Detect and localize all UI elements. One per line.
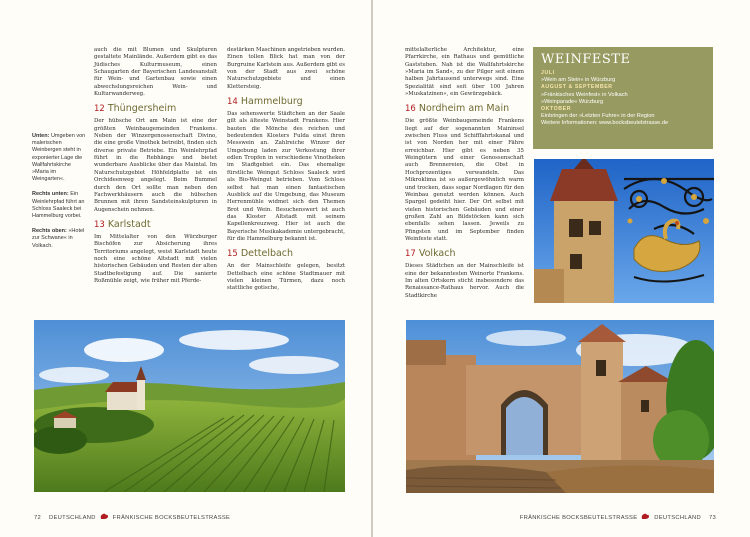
caption-rechts-unten: Rechts unten: Ein Weinlehrpfad führt an Schloss Saaleck bei Hammelburg vorbei. <box>32 191 85 220</box>
vineyard-church-photo <box>34 320 345 492</box>
box-line: »Wein am Stein« in Würzburg <box>541 77 616 84</box>
section-heading-volkach: 17 Volkach <box>405 248 456 260</box>
page-number: 73 <box>708 515 716 522</box>
weinfeste-box <box>533 47 713 149</box>
section-text-thuengersheim: Der hübsche Ort am Main ist eine der größten Weinbaugemeinden Frankens. Neben der Winzergenossenschaft Divino, die eine große Vinothek betreibt, finden sich diverse private Betriebe. Ein Weinlehrpfad führt in die Rebhänge und bietet wunderbare Ausblicke über das Maintal. Im Naturschutzgebiet Höhfeldplatte ist ein Orchideenweg angelegt. Beim Bummel durch den Ort sollte man neben den Fachwerkhäusern auch die hübschen Brunnen mit ihren Sandsteinskulpturen in Augenschein nehmen. <box>94 118 217 213</box>
box-heading-oktober: OKTOBER <box>541 106 572 113</box>
intro-paragraph-2: destärken Maschinen angetrieben wurden. Einen tollen Blick hat man von der Burgruine Karlstein aus. Außerdem gibt es von der Stadt aus zwei schöne Naturschutzgebiete und einen Klettersteig. <box>227 47 345 90</box>
section-text-dettelbach: An der Mainschleife gelegen, besitzt Dettelbach eine schöne Stadtmauer mit vielen kleinen Türmen, dazu noch stattliche gotische, <box>227 263 345 292</box>
box-heading-august-september: AUGUST & SEPTEMBER <box>541 84 613 91</box>
box-line: »Fränkisches Weinfest« in Volkach <box>541 91 628 98</box>
footer-route: FRÄNKISCHE BOCKSBEUTELSTRASSE <box>112 515 231 522</box>
box-line: »Weinparade« Würzburg <box>541 98 604 105</box>
footer-country: DEUTSCHLAND <box>48 515 96 522</box>
section-heading-hammelburg: 14 Hammelburg <box>227 96 303 108</box>
right-page <box>373 0 750 537</box>
section-text-hammelburg: Das sehenswerte Städtchen an der Saale gilt als älteste Weinstadt Frankens. Hier bauten die Mönche des reichen und bedeutenden Klosters Fulda einst ihren Messwein an. Zahlreiche Winzer der Umgebung laden zur Verkostung ihrer edlen Tropfen in verschiedene Vinotheken im Stadtgebiet ein. Das ehemalige fürstliche Weingut Schloss Saaleck wird als Bio-Weingut betrieben. Vom Schloss selbst hat man einen fantastischen Ausblick auf die Umgebung, das Museum Herrenmühle widmet sich den Themen Brot und Wein. Besuchenswert ist auch das Kloster Altstadt mit seinem Kapellenkreuzweg. Hier ist auch die Bayerische Musikakademie untergebracht, für die Hammelburg bekannt ist. <box>227 111 345 242</box>
section-text-karlstadt: Im Mittelalter von den Würzburger Bischöfen zur Absicherung ihres Territoriums angelegt, weist Karlstadt heute noch eine schöne Altstadt mit vielen historischen Gebäuden und Resten der alten Stadtbefestigung auf. Die sanierte Roßmühle zeigt, wie früher mit Pferde- <box>94 233 217 284</box>
right-column-1 <box>405 47 524 300</box>
box-lines <box>541 70 707 128</box>
right-footer <box>520 513 716 522</box>
section-text-volkach: Dieses Städtchen an der Mainschleife ist eine der bekanntesten Weinorte Frankens. Im alten Ortskern sticht insbesondere das Renaissance-Rathaus hervor. Auch die Stadtkirche <box>405 263 524 299</box>
section-heading-nordheim: 16 Nordheim am Main <box>405 103 510 115</box>
footer-route: FRÄNKISCHE BOCKSBEUTELSTRASSE <box>519 515 638 522</box>
section-text-nordheim: Die größte Weinbaugemeinde Frankens liegt auf der sogenannten Maininsel zwischen Fluss und Schifffahrtskanal und ist von Norden her mit einer Fähre erreichbar. Hier gibt es neben 35 Weingütern und einer Genossenschaft auch Brennereien, die Obst in Hochprozentiges verwandeln. Das Mikroklima ist so außergewöhnlich warm und trocken, dass sogar Nordlagen für den Weinbau genutzt werden können. Auch Spargel gedeiht hier. Der Ort selbst mit vielen historischen Gebäuden und einer großen Zahl an Bildstöcken kann sich ebenfalls sehen lassen. Jeweils zu Pfingsten und im September finden Weinfeste statt. <box>405 118 524 242</box>
left-footer <box>34 513 230 522</box>
section-heading-karlstadt: 13 Karlstadt <box>94 218 151 230</box>
section-heading-dettelbach: 15 Dettelbach <box>227 248 294 260</box>
box-info-line: Weitere Informationen: www.bocksbeutelstrasse.de <box>541 120 669 127</box>
left-page <box>0 0 371 537</box>
footer-country: DEUTSCHLAND <box>654 515 702 522</box>
left-column-2 <box>227 47 345 293</box>
box-heading-juli: JULI <box>541 70 555 76</box>
left-column-1 <box>94 47 217 285</box>
intro-paragraph: auch die mit Blumen und Skulpturen gestaltete Mainlände. Außerdem gibt es das Jüdisches Kulturmuseum, einen Schaugarten der Bayerischen Landesanstalt für Wein- und Gartenbau sowie einen abwechslungsreichen Wein- und Kulturwanderweg. <box>94 47 217 98</box>
photo-captions <box>32 133 88 258</box>
bocksbeutel-logo-icon <box>100 513 109 522</box>
caption-rechts-oben: Rechts oben: »Hotel zur Schwane« in Volkach. <box>32 228 85 249</box>
hotel-schwane-sign-photo <box>534 159 714 303</box>
section-heading-thuengersheim: 12 Thüngersheim <box>94 103 177 115</box>
schloss-saaleck-photo <box>406 320 714 493</box>
intro-paragraph-3: mittelalterliche Architektur, eine Pfarrkirche, ein Rathaus und gemütliche Gaststuben. Nah ist die Wallfahrtskirche »Maria im Sand«, zu der Pilger seit einem halben Jahrtausend unterwegs sind. Eine Spezialität sind seit über 100 Jahren »Muskatzinen«, ein Gewürzgebäck. <box>405 47 524 98</box>
box-title: WEINFESTE <box>541 52 631 67</box>
bocksbeutel-logo-icon <box>641 513 650 522</box>
box-line: Einbringen der »Letzten Fuhre« in der Region <box>541 113 655 120</box>
caption-unten: Unten: Umgeben von malerischen Weinbergen steht in exponierter Lage die Wallfahrtskirche »Maria im Weingarten«. <box>32 133 86 183</box>
page-number: 72 <box>34 515 42 522</box>
